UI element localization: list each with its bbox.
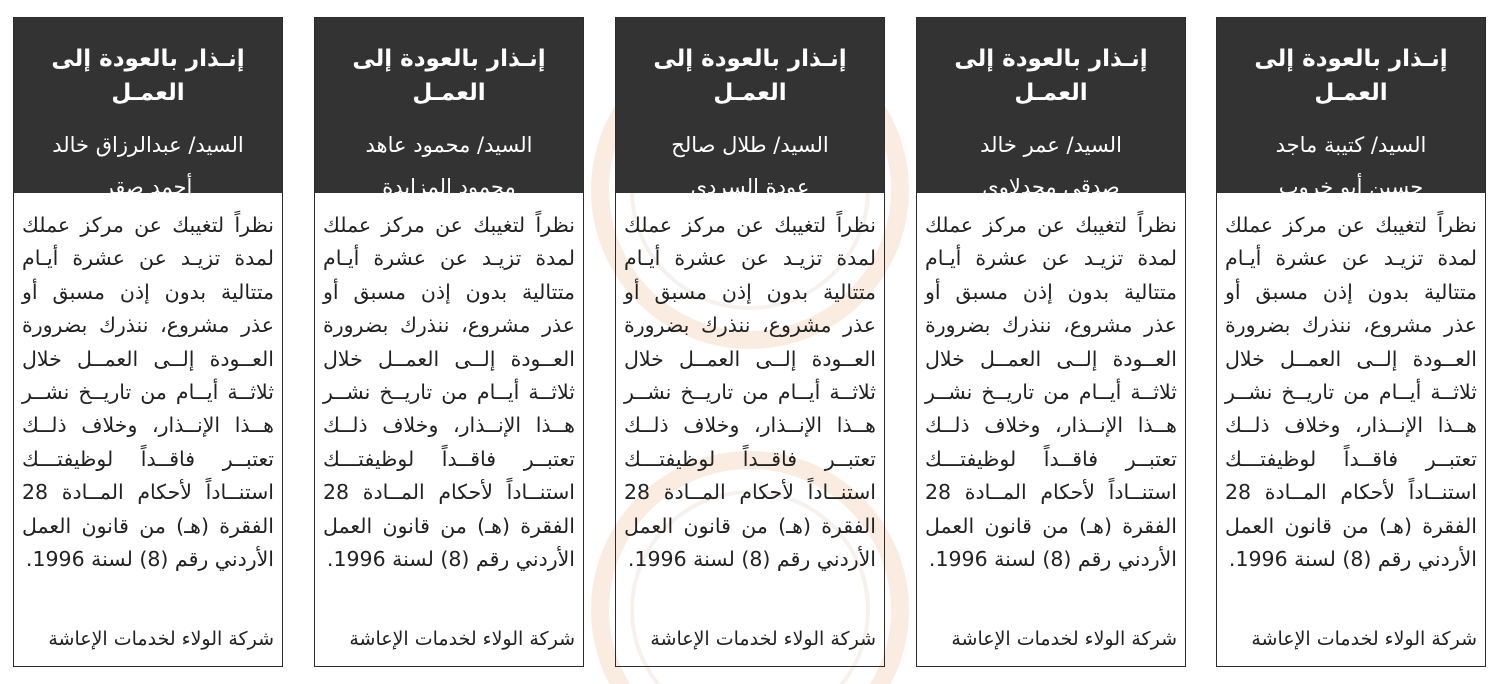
body-line: عذر مشروع، ننذرك بضرورة xyxy=(22,313,274,338)
body-line: لمدة تزيـد عن عشرة أيـام xyxy=(323,246,575,271)
notice-body xyxy=(1217,193,1485,576)
notice-header xyxy=(14,18,282,199)
company-name: شركة الولاء لخدمات الإعاشة xyxy=(48,628,274,650)
body-line: الأردني رقم (8) لسنة 1996. xyxy=(627,547,876,572)
body-line: تعتبــر فاقــداً لوظيفتـــك xyxy=(22,446,274,471)
body-line: العــودة إلــى العمــل خلال xyxy=(22,346,274,371)
company-name: شركة الولاء لخدمات الإعاشة xyxy=(951,628,1177,650)
body-line: ثلاثــة أيــام من تاريــخ نشــر xyxy=(1225,380,1477,405)
body-line: نظراً لتغيبك عن مركز عملك xyxy=(925,213,1177,237)
body-line: نظراً لتغيبك عن مركز عملك xyxy=(624,213,876,237)
body-line: العــودة إلــى العمــل خلال xyxy=(624,346,876,371)
body-line: استنــاداً لأحكام المــادة 28 xyxy=(925,480,1177,505)
employee-name-line1: السيد/ عبدالرزاق خالد xyxy=(52,133,244,157)
body-line: متتالية بدون إذن مسبق أو xyxy=(624,279,876,304)
body-line: الفقرة (هـ) من قانون العمل xyxy=(925,513,1177,538)
body-line: لمدة تزيـد عن عشرة أيـام xyxy=(925,246,1177,271)
employee-name-line1: السيد/ طلال صالح xyxy=(671,133,829,157)
employee-name-line2: محمود المزايدة xyxy=(382,175,516,199)
company-name: شركة الولاء لخدمات الإعاشة xyxy=(650,628,876,650)
notice-card xyxy=(1216,17,1486,667)
notice-title: إنـذار بالعودة إلى العمـل xyxy=(954,46,1148,106)
employee-name-line2: أحمد صقر xyxy=(103,175,193,199)
body-line: الفقرة (هـ) من قانون العمل xyxy=(1225,513,1477,538)
notice-header xyxy=(616,18,884,199)
notice-header xyxy=(917,18,1185,199)
body-line: تعتبــر فاقــداً لوظيفتـــك xyxy=(925,446,1177,471)
body-line: الأردني رقم (8) لسنة 1996. xyxy=(25,547,274,572)
body-line: استنــاداً لأحكام المــادة 28 xyxy=(1225,480,1477,505)
body-line: متتالية بدون إذن مسبق أو xyxy=(22,279,274,304)
body-line: متتالية بدون إذن مسبق أو xyxy=(1225,279,1477,304)
body-line: ثلاثــة أيــام من تاريــخ نشــر xyxy=(624,380,876,405)
employee-name-line2: عودة السردي xyxy=(690,175,810,199)
body-line: عذر مشروع، ننذرك بضرورة xyxy=(624,313,876,338)
body-line: هــذا الإنــذار، وخلاف ذلــك xyxy=(22,413,274,438)
notice-card xyxy=(615,17,885,667)
notice-title: إنـذار بالعودة إلى العمـل xyxy=(653,46,847,106)
notice-body xyxy=(14,193,282,576)
body-line: عذر مشروع، ننذرك بضرورة xyxy=(1225,313,1477,338)
body-line: الأردني رقم (8) لسنة 1996. xyxy=(1228,547,1477,572)
body-line: العــودة إلــى العمــل خلال xyxy=(323,346,575,371)
body-line: الفقرة (هـ) من قانون العمل xyxy=(323,513,575,538)
company-name: شركة الولاء لخدمات الإعاشة xyxy=(349,628,575,650)
body-line: العــودة إلــى العمــل خلال xyxy=(925,346,1177,371)
body-line: هــذا الإنــذار، وخلاف ذلــك xyxy=(1225,413,1477,438)
notice-header xyxy=(1217,18,1485,199)
body-line: ثلاثــة أيــام من تاريــخ نشــر xyxy=(323,380,575,405)
company-name: شركة الولاء لخدمات الإعاشة xyxy=(1251,628,1477,650)
body-line: عذر مشروع، ننذرك بضرورة xyxy=(323,313,575,338)
body-line: الأردني رقم (8) لسنة 1996. xyxy=(928,547,1177,572)
notice-body xyxy=(917,193,1185,576)
body-line: لمدة تزيـد عن عشرة أيـام xyxy=(22,246,274,271)
notice-header xyxy=(315,18,583,199)
notice-card xyxy=(314,17,584,667)
body-line: ثلاثــة أيــام من تاريــخ نشــر xyxy=(925,380,1177,405)
body-line: متتالية بدون إذن مسبق أو xyxy=(323,279,575,304)
notice-card xyxy=(916,17,1186,667)
employee-name-line1: السيد/ محمود عاهد xyxy=(365,133,533,157)
notice-body xyxy=(616,193,884,576)
notice-body xyxy=(315,193,583,576)
body-line: الأردني رقم (8) لسنة 1996. xyxy=(326,547,575,572)
body-line: استنــاداً لأحكام المــادة 28 xyxy=(323,480,575,505)
body-line: نظراً لتغيبك عن مركز عملك xyxy=(1225,213,1477,237)
body-line: لمدة تزيـد عن عشرة أيـام xyxy=(624,246,876,271)
body-line: هــذا الإنــذار، وخلاف ذلــك xyxy=(624,413,876,438)
body-line: تعتبــر فاقــداً لوظيفتـــك xyxy=(1225,446,1477,471)
body-line: الفقرة (هـ) من قانون العمل xyxy=(22,513,274,538)
body-line: عذر مشروع، ننذرك بضرورة xyxy=(925,313,1177,338)
body-line: متتالية بدون إذن مسبق أو xyxy=(925,279,1177,304)
body-line: تعتبــر فاقــداً لوظيفتـــك xyxy=(624,446,876,471)
employee-name-line1: السيد/ كتيبة ماجد xyxy=(1275,133,1427,157)
body-line: ثلاثــة أيــام من تاريــخ نشــر xyxy=(22,380,274,405)
employee-name-line2: صدقي مجدلاوي xyxy=(982,175,1120,199)
body-line: العــودة إلــى العمــل خلال xyxy=(1225,346,1477,371)
notice-title: إنـذار بالعودة إلى العمـل xyxy=(352,46,546,106)
notice-title: إنـذار بالعودة إلى العمـل xyxy=(51,46,245,106)
body-line: نظراً لتغيبك عن مركز عملك xyxy=(323,213,575,237)
employee-name-line2: حسين أبو خروب xyxy=(1278,175,1424,199)
body-line: استنــاداً لأحكام المــادة 28 xyxy=(624,480,876,505)
body-line: الفقرة (هـ) من قانون العمل xyxy=(624,513,876,538)
body-line: هــذا الإنــذار، وخلاف ذلــك xyxy=(323,413,575,438)
body-line: لمدة تزيـد عن عشرة أيـام xyxy=(1225,246,1477,271)
body-line: نظراً لتغيبك عن مركز عملك xyxy=(22,213,274,237)
body-line: استنــاداً لأحكام المــادة 28 xyxy=(22,480,274,505)
body-line: هــذا الإنــذار، وخلاف ذلــك xyxy=(925,413,1177,438)
employee-name-line1: السيد/ عمر خالد xyxy=(980,133,1122,157)
body-line: تعتبــر فاقــداً لوظيفتـــك xyxy=(323,446,575,471)
notice-title: إنـذار بالعودة إلى العمـل xyxy=(1254,46,1448,106)
notice-card xyxy=(13,17,283,667)
